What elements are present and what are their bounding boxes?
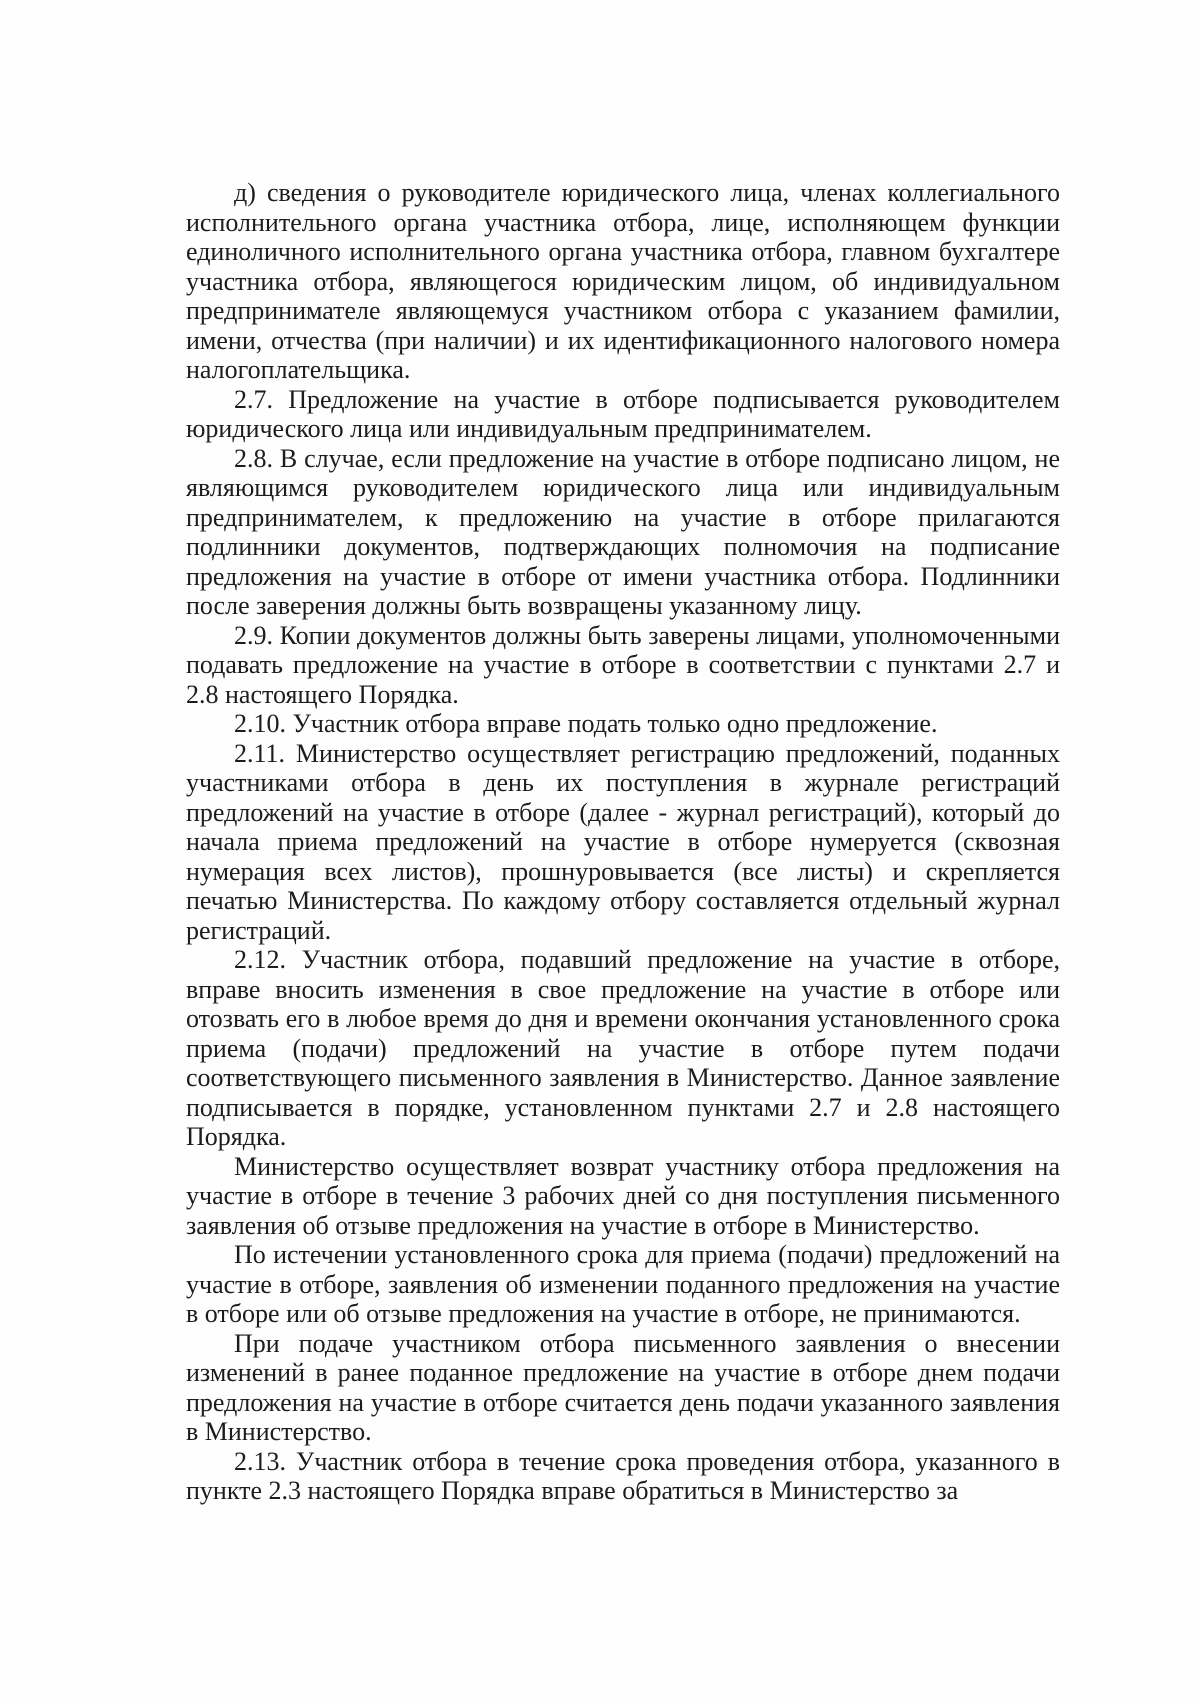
paragraph-deadline-expiry: По истечении установленного срока для приема (подачи) предложений на участие в отборе, заявления об изменении поданного предложения на участие в отборе или об отзыве предложения на участие в отборе, не принимаются. bbox=[186, 1240, 1060, 1328]
paragraph-2-10: 2.10. Участник отбора вправе подать только одно предложение. bbox=[234, 709, 938, 738]
paragraph-2-8: 2.8. В случае, если предложение на участие в отборе подписано лицом, не являющимся руководителем юридического лица или индивидуальным предпринимателем, к предложению на участие в отборе прилагаются подлинники документов, подтверждающих полномочия на подписание предложения на участие в отборе от имени участника отбора. Подлинники после заверения должны быть возвращены указанному лицу. bbox=[186, 443, 1060, 620]
paragraph-2-9: 2.9. Копии документов должны быть заверены лицами, уполномоченными подавать предложение на участие в отборе в соответствии с пунктами 2.7 и 2.8 настоящего Порядка. bbox=[186, 620, 1060, 709]
paragraph-2-12: 2.12. Участник отбора, подавший предложение на участие в отборе, вправе вносить изменения в свое предложение на участие в отборе или отозвать его в любое время до дня и времени окончания установленного срока приема (подачи) предложений на участие в отборе путем подачи соответствующего письменного заявления в Министерство. Данное заявление подписывается в порядке, установленном пунктами 2.7 и 2.8 настоящего Порядка. bbox=[186, 945, 1060, 1151]
paragraph-amendment-submission: При подаче участником отбора письменного заявления о внесении изменений в ранее поданное предложение на участие в отборе днем подачи предложения на участие в отборе считается день подачи указанного заявления в Министерство. bbox=[186, 1328, 1060, 1446]
paragraph-2-11: 2.11. Министерство осуществляет регистрацию предложений, поданных участниками отбора в день их поступления в журнале регистраций предложений на участие в отборе (далее - журнал регистраций), который до начала приема предложений на участие в отборе нумеруется (сквозная нумерация всех листов), прошнуровывается (все листы) и скрепляется печатью Министерства. По каждому отбору составляется отдельный журнал регистраций. bbox=[186, 738, 1060, 945]
paragraph-d-manager-info: д) сведения о руководителе юридического лица, членах коллегиального исполнительного органа участника отбора, лице, исполняющем функции единоличного исполнительного органа участника отбора, главном бухгалтере участника отбора, являющегося юридическим лицом, об индивидуальном предпринимателе являющемуся участником отбора с указанием фамилии, имени, отчества (при наличии) и их идентификационного налогового номера налогоплательщика. bbox=[186, 178, 1060, 384]
paragraph-return-of-proposal: Министерство осуществляет возврат участнику отбора предложения на участие в отборе в течение 3 рабочих дней со дня поступления письменного заявления об отзыве предложения на участие в отборе в Министерство. bbox=[186, 1151, 1060, 1240]
paragraph-2-13: 2.13. Участник отбора в течение срока проведения отбора, указанного в пункте 2.3 настоящего Порядка вправе обратиться в Министерство за bbox=[186, 1446, 1060, 1505]
document-body bbox=[186, 178, 1060, 1506]
paragraph-2-7: 2.7. Предложение на участие в отборе подписывается руководителем юридического лица или индивидуальным предпринимателем. bbox=[186, 384, 1060, 443]
